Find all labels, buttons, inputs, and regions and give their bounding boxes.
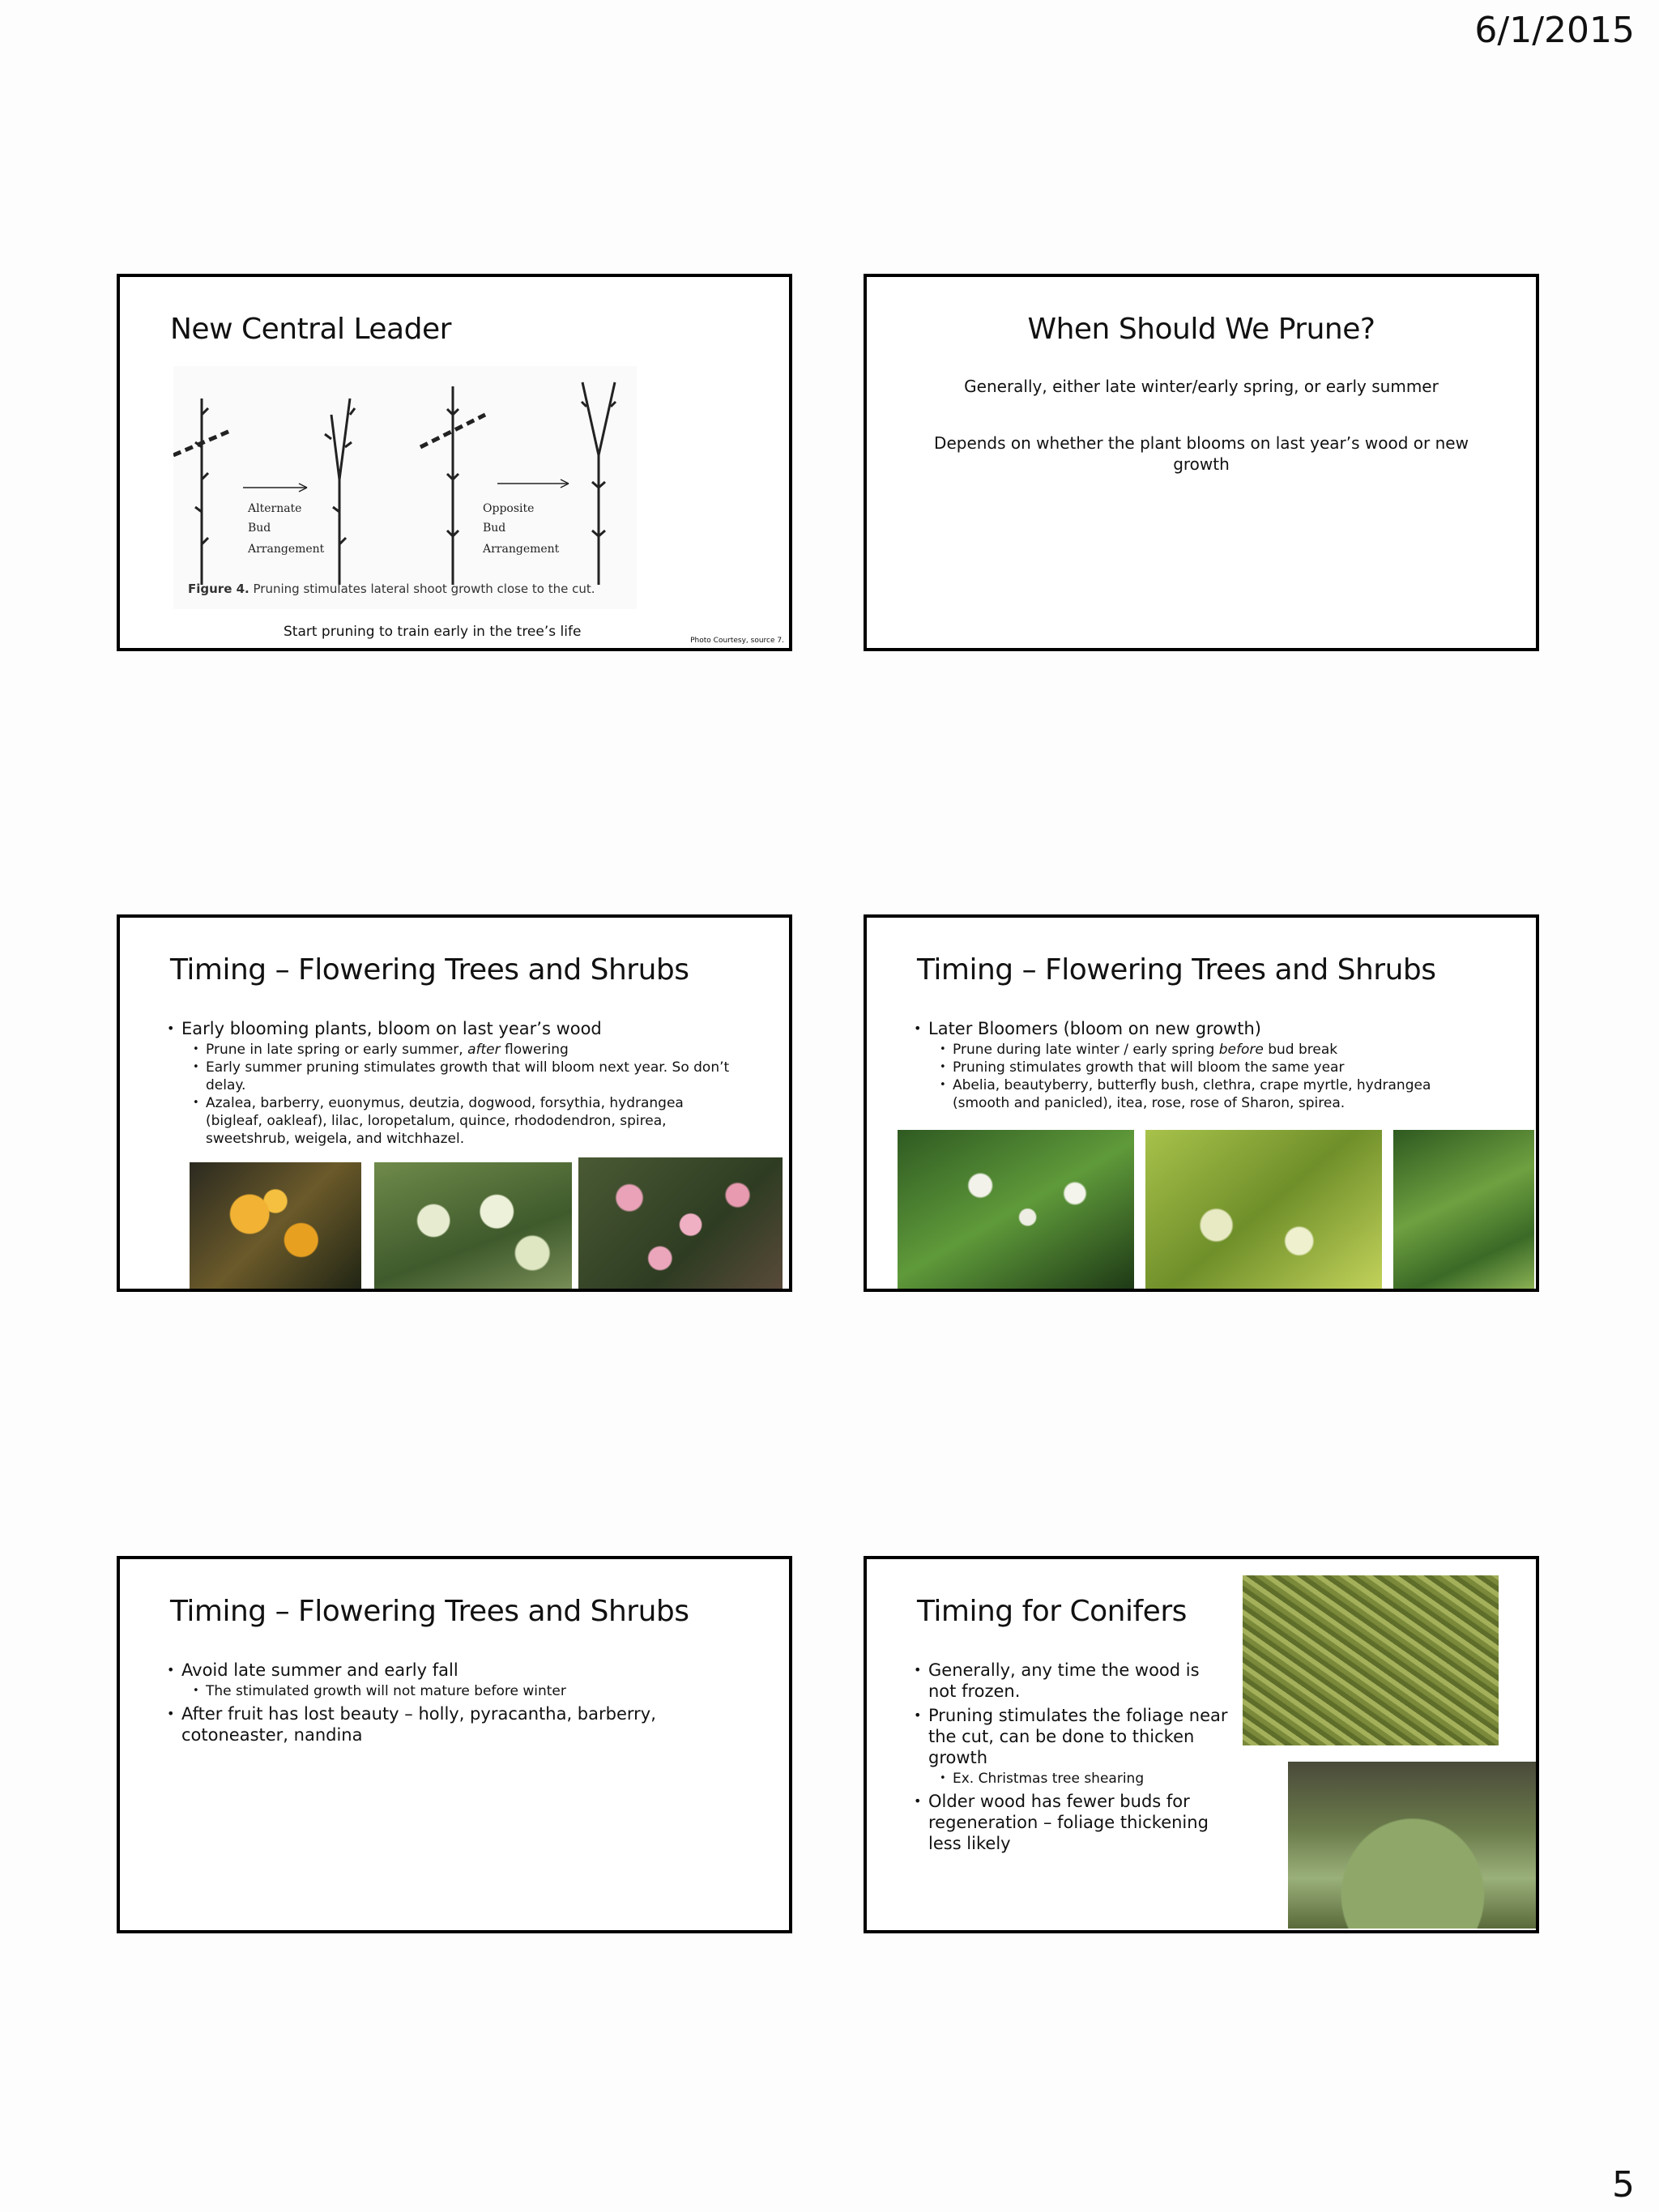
slide-timing-early — [117, 914, 792, 1292]
page-number: 5 — [1612, 2164, 1635, 2206]
bullet-item: • Avoid late summer and early fall • The stimulated growth will not mature before winter — [167, 1660, 750, 1700]
azalea-photo — [190, 1162, 361, 1292]
photo-credit: Photo Courtesy, source 7. — [690, 637, 784, 645]
slide-title: Timing for Conifers — [917, 1595, 1187, 1628]
abelia-photo — [1393, 1130, 1534, 1289]
slide-title: New Central Leader — [170, 313, 451, 346]
bullet-item: • Later Bloomers (bloom on new growth) • Prune during late winter / early spring before bud break • Pruning stimulates growth that will bloom the same year • Abelia, beautyberry, butterfly bush, clethra, crape myrtle, hydrangea (smooth and panicled), itea, rose, rose of Sharon, spirea. — [914, 1018, 1489, 1112]
slide-line-2: Depends on whether the plant blooms on last year’s wood or new growth — [934, 433, 1469, 474]
opp-label-1: Opposite — [483, 502, 535, 515]
slide-title: Timing – Flowering Trees and Shrubs — [917, 953, 1436, 987]
sub-bullet-item: • Early summer pruning stimulates growth that will bloom next year. So don’t delay. — [193, 1059, 734, 1094]
slide-timing-later — [864, 914, 1539, 1292]
clethra-photo — [898, 1130, 1134, 1289]
figure-caption: Pruning stimulates lateral shoot growth close to the cut. — [253, 582, 595, 596]
bullet-item: • After fruit has lost beauty – holly, pyracantha, barberry, cotoneaster, nandina — [167, 1703, 750, 1745]
slide-new-central-leader — [117, 274, 792, 651]
sub-bullet-item: • Prune during late winter / early spring before bud break — [940, 1041, 1489, 1059]
alt-label-2: Bud — [248, 522, 271, 535]
dogwood-photo — [374, 1162, 572, 1292]
bullet-item: • Early blooming plants, bloom on last year’s wood • Prune in late spring or early summer, after flowering • Early summer pruning stimulates growth that will bloom next year. So don’t delay. • Azalea, barberry, euonymus, deutzia, dogwood, forsythia, hydrangea (bigleaf, oakleaf), lilac, loropetalum, quince, rhododendron, spirea, sweetshrub, weigela, and witchhazel. — [167, 1018, 734, 1148]
slide-timing-avoid — [117, 1556, 792, 1933]
opp-label-2: Bud — [483, 522, 506, 535]
spirea-photo — [578, 1157, 783, 1292]
figure-label: Figure 4. — [188, 582, 249, 596]
slide-line-1: Generally, either late winter/early spring, or early summer — [964, 377, 1439, 396]
sub-bullet-item: • Abelia, beautyberry, butterfly bush, clethra, crape myrtle, hydrangea (smooth and panicled), itea, rose, rose of Sharon, spirea. — [940, 1076, 1489, 1112]
pruning-diagram — [173, 366, 637, 609]
slide-caption: Start pruning to train early in the tree’s life — [284, 624, 582, 640]
slide-title: When Should We Prune? — [1027, 313, 1375, 346]
conifer-photo-2 — [1288, 1762, 1537, 1929]
svg-text:Figure 4. Pruning stimulates l — [188, 582, 595, 596]
page-date: 6/1/2015 — [1474, 10, 1635, 51]
slide-when-prune — [864, 274, 1539, 651]
bullet-item: • Generally, any time the wood is not frozen. — [914, 1660, 1230, 1702]
bullet-item: • Older wood has fewer buds for regeneration – foliage thickening less likely — [914, 1791, 1230, 1854]
conifer-photo-1 — [1243, 1575, 1499, 1745]
sub-bullet-item: • The stimulated growth will not mature before winter — [193, 1682, 750, 1700]
slide-timing-conifers — [864, 1556, 1539, 1933]
itea-photo — [1145, 1130, 1382, 1289]
slide-title: Timing – Flowering Trees and Shrubs — [170, 1595, 689, 1628]
alt-label-3: Arrangement — [248, 543, 325, 556]
bullet-item: • Pruning stimulates the foliage near the cut, can be done to thicken growth • Ex. Christmas tree shearing — [914, 1705, 1230, 1788]
sub-bullet-item: • Azalea, barberry, euonymus, deutzia, dogwood, forsythia, hydrangea (bigleaf, oakleaf), lilac, loropetalum, quince, rhododendron, spirea, sweetshrub, weigela, and witchhazel. — [193, 1094, 734, 1148]
opp-label-3: Arrangement — [483, 543, 560, 556]
slide-title: Timing – Flowering Trees and Shrubs — [170, 953, 689, 987]
sub-bullet-item: • Prune in late spring or early summer, after flowering — [193, 1041, 734, 1059]
sub-bullet-item: • Ex. Christmas tree shearing — [940, 1770, 1230, 1788]
sub-bullet-item: • Pruning stimulates growth that will bloom the same year — [940, 1059, 1489, 1076]
alt-label-1: Alternate — [248, 502, 302, 515]
